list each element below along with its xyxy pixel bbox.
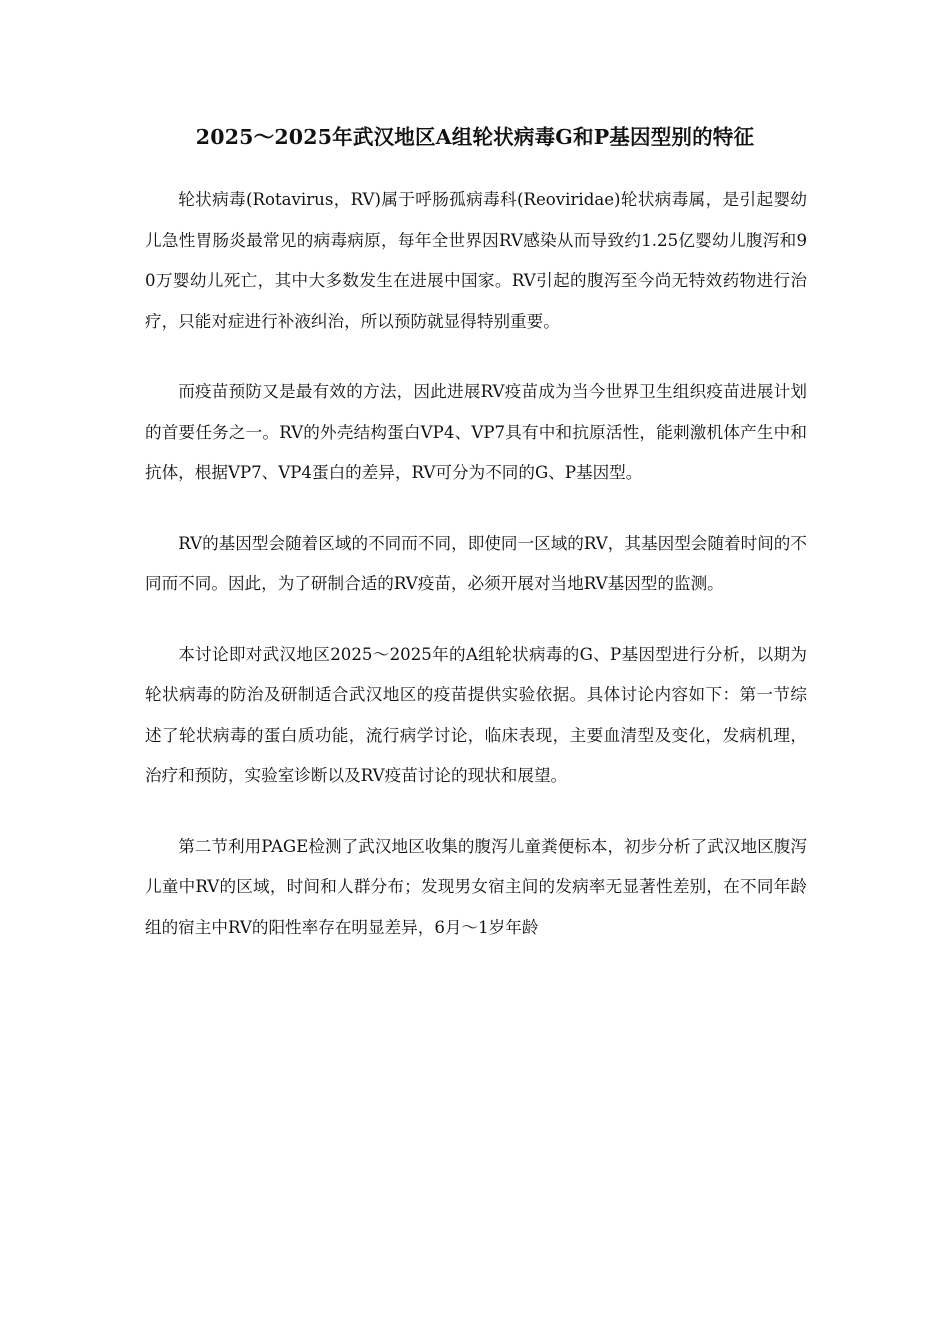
paragraph-5: 第二节利用PAGE检测了武汉地区收集的腹泻儿童粪便标本，初步分析了武汉地区腹泻儿童中RV的区域，时间和人群分布；发现男女宿主间的发病率无显著性差别，在不同年龄组的宿主中RV的阳性率存在明显差异，6月～1岁年龄 [145,836,807,937]
document-title: 2025～2025年武汉地区A组轮状病毒G和P基因型别的特征 [195,125,755,149]
paragraph-1: 轮状病毒(Rotavirus，RV)属于呼肠孤病毒科(Reoviridae)轮状病毒属，是引起婴幼儿急性胃肠炎最常见的病毒病原，每年全世界因RV感染从而导致约1.25亿婴幼儿腹泻和90万婴幼儿死亡，其中大多数发生在进展中国家。RV引起的腹泻至今尚无特效药物进行治疗，只能对症进行补液纠治，所以预防就显得特别重要。 [145,190,807,331]
document-body [145,180,807,978]
paragraph-2: 而疫苗预防又是最有效的方法，因此进展RV疫苗成为当今世界卫生组织疫苗进展计划的首要任务之一。RV的外壳结构蛋白VP4、VP7具有中和抗原活性，能刺激机体产生中和抗体，根据VP7、VP4蛋白的差异，RV可分为不同的G、P基因型。 [145,382,807,482]
paragraph-3: RV的基因型会随着区域的不同而不同，即使同一区域的RV，其基因型会随着时间的不同而不同。因此，为了研制合适的RV疫苗，必须开展对当地RV基因型的监测。 [145,533,807,593]
paragraph-4: 本讨论即对武汉地区2025～2025年的A组轮状病毒的G、P基因型进行分析，以期为轮状病毒的防治及研制适合武汉地区的疫苗提供实验依据。具体讨论内容如下：第一节综述了轮状病毒的蛋白质功能，流行病学讨论，临床表现，主要血清型及变化，发病机理，治疗和预防，实验室诊断以及RV疫苗讨论的现状和展望。 [145,644,807,785]
